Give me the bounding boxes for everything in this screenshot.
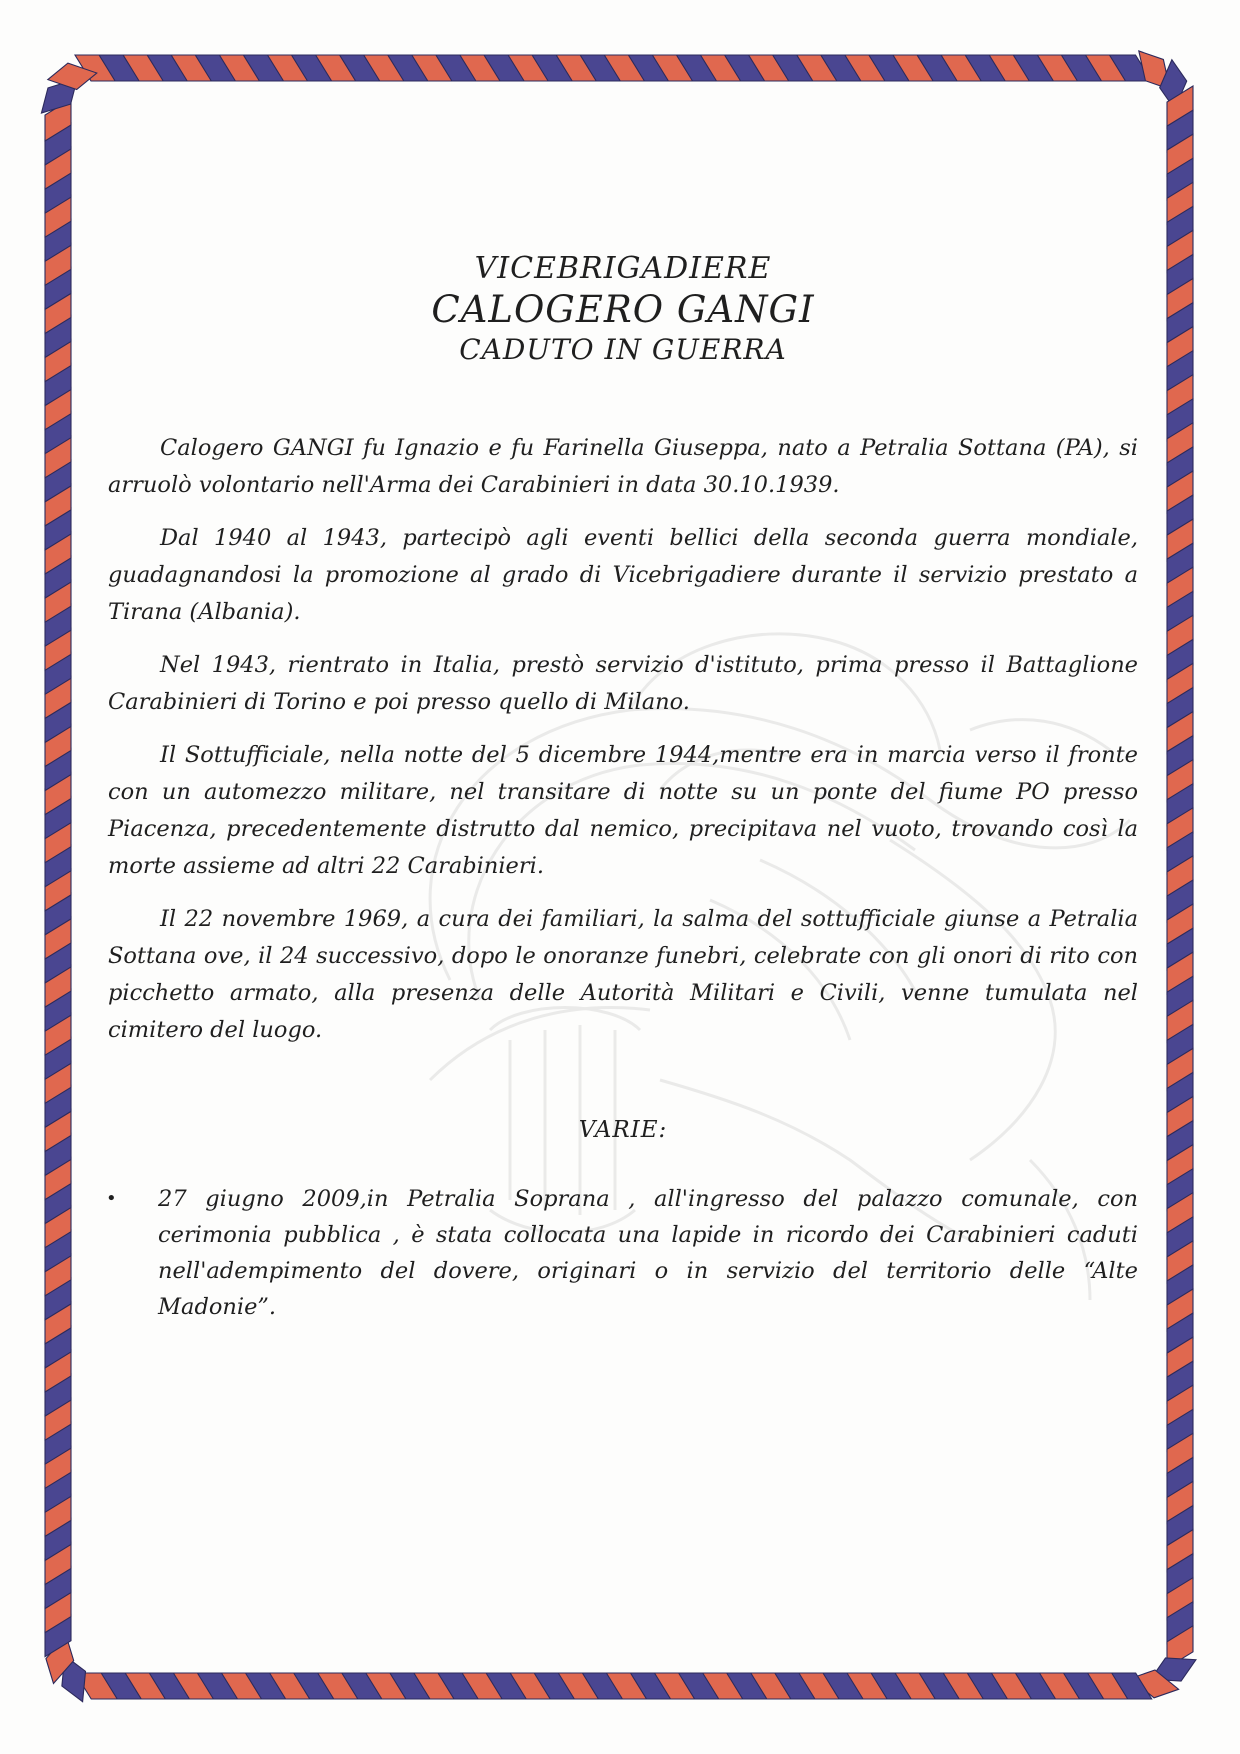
varie-heading: VARIE: bbox=[578, 1117, 668, 1143]
varie-list bbox=[108, 1181, 1138, 1325]
paragraph-death: Il Sottufficiale, nella notte del 5 dicembre 1944,mentre era in marcia verso il fronte con un automezzo militare, nel transitare di notte su un ponte del fiume PO presso Piacenza, precedentemente distrutto dal nemico, precipitava nel vuoto, trovando così la morte assieme ad altri 22 Carabinieri. bbox=[108, 742, 1138, 879]
subtitle: CADUTO IN GUERRA bbox=[459, 333, 787, 366]
person-name-title: CALOGERO GANGI bbox=[431, 288, 815, 331]
varie-item-text: 27 giugno 2009,in Petralia Soprana , all'ingresso del palazzo comunale, con cerimonia pubblica , è stata collocata una lapide in ricordo dei Carabinieri caduti nell'adempimento del dovere, originari o in servizio del territorio delle “Alte Madonie”. bbox=[158, 1186, 1138, 1320]
paragraph-return-italy: Nel 1943, rientrato in Italia, prestò servizio d'istituto, prima presso il Battaglione Carabinieri di Torino e poi presso quello di Milano. bbox=[108, 652, 1138, 715]
paragraph-enlistment: Calogero GANGI fu Ignazio e fu Farinella Giuseppa, nato a Petralia Sottana (PA), si arruolò volontario nell'Arma dei Carabinieri in data 30.10.1939. bbox=[108, 435, 1138, 498]
document-content bbox=[108, 250, 1138, 1325]
paragraph-war-service: Dal 1940 al 1943, partecipò agli eventi bellici della seconda guerra mondiale, guadagnandosi la promozione al grado di Vicebrigadiere durante il servizio prestato a Tirana (Albania). bbox=[108, 525, 1138, 625]
bullet-icon: • bbox=[106, 1188, 117, 1209]
paragraph-burial: Il 22 novembre 1969, a cura dei familiari, la salma del sottufficiale giunse a Petralia Sottana ove, il 24 successivo, dopo le onoranze funebri, celebrate con gli onori di rito con picchetto armato, alla presenza delle Autorità Militari e Civili, venne tumulata nel cimitero del luogo. bbox=[108, 906, 1138, 1043]
list-item bbox=[108, 1181, 1138, 1325]
title-block bbox=[108, 250, 1138, 368]
rank-title: VICEBRIGADIERE bbox=[474, 251, 772, 286]
